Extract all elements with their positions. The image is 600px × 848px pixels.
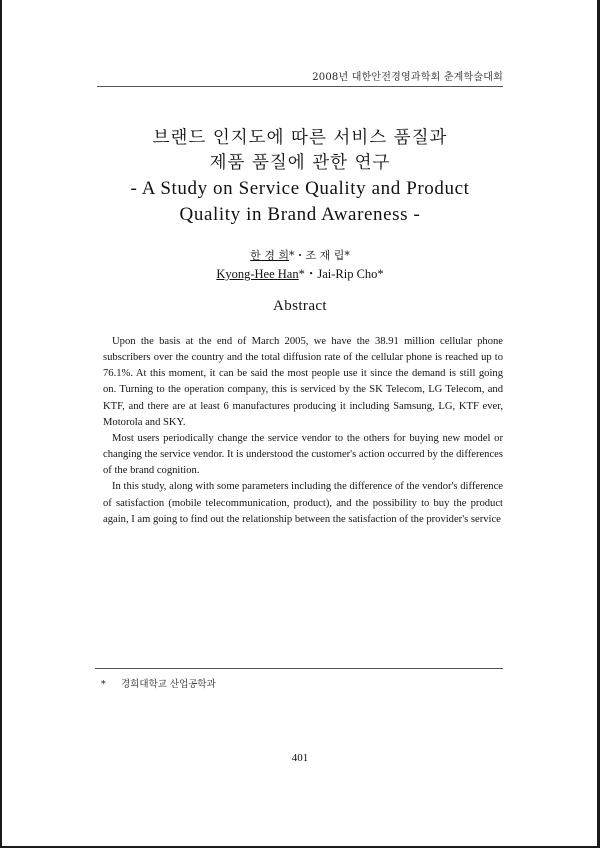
footnote-text: 경희대학교 산업공학과 bbox=[121, 679, 216, 690]
abstract-heading: Abstract bbox=[272, 298, 327, 314]
abstract-paragraph-1: Upon the basis at the end of March 2005, we have the 38.91 million cellular phone subscribers over the country and the total diffusion rate of the cellular phone is reached up to 76.1%. At this moment, it can be said the most people use it since the demand is still going on. Turning to the operation company, this is serviced by the SK Telecom, LG Telecom, and KTF, and there are at least 6 manufactures producing it including Samsung, LG, KTF ever, Motorola and SKY. bbox=[103, 336, 503, 428]
page-number: 401 bbox=[291, 752, 309, 764]
title-english-line1: - A Study on Service Quality and Product bbox=[130, 178, 470, 199]
footnote bbox=[101, 676, 216, 690]
running-head: 2008년 대한안전경영과학회 춘계학술대회 bbox=[312, 72, 503, 83]
author-korean-1: 한 경 희 bbox=[250, 249, 289, 262]
author-korean-2: *・조 재 립* bbox=[289, 249, 350, 262]
authors-english bbox=[0, 265, 600, 283]
header-rule bbox=[97, 86, 503, 87]
authors-korean bbox=[0, 247, 600, 265]
footnote-rule bbox=[95, 668, 503, 669]
abstract-paragraph-2: Most users periodically change the service vendor to the others for buying new model or changing the service vendor. It is understood the customer's action occurred by the differences of the brand cognition. bbox=[103, 432, 503, 477]
author-english-1: Kyong-Hee Han bbox=[216, 267, 299, 281]
title-block bbox=[0, 126, 600, 228]
title-english-line2: Quality in Brand Awareness - bbox=[179, 204, 421, 225]
title-korean-line2: 제품 품질에 관한 연구 bbox=[209, 153, 391, 173]
abstract-body bbox=[103, 334, 503, 528]
title-korean-line1: 브랜드 인지도에 따른 서비스 품질과 bbox=[152, 128, 448, 148]
footnote-mark: * bbox=[101, 679, 106, 690]
abstract-paragraph-3: In this study, along with some parameters including the difference of the vendor's difference of satisfaction (mobile telecommunication, product), and the possibility to buy the product again, I am going to find out the relationship between the satisfaction of the provider's service bbox=[103, 481, 503, 525]
author-english-2: *・Jai-Rip Cho* bbox=[298, 267, 384, 281]
authors bbox=[0, 247, 600, 283]
